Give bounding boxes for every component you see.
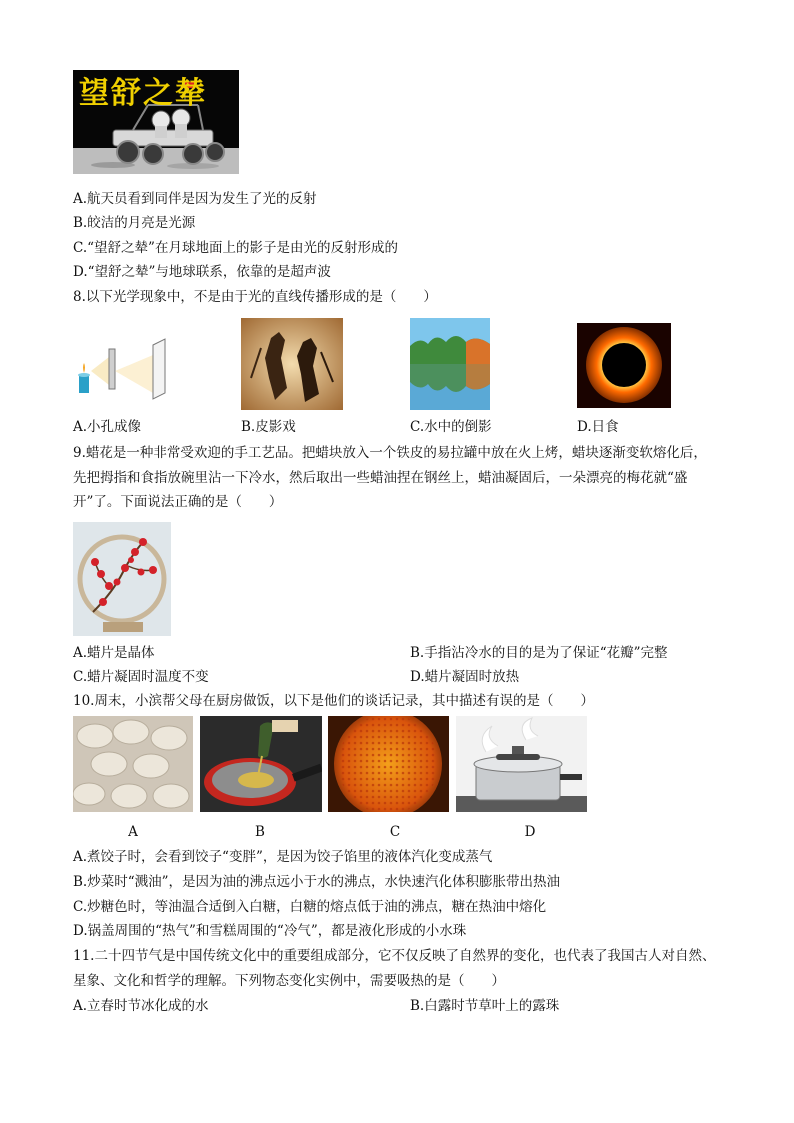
q11-stem-line-2: 星象、文化和哲学的理解。下列物态变化实例中，需要吸热的是（ ） [73, 973, 505, 989]
q10-image-label-b: B [255, 824, 265, 840]
q11-option-a: A.立春时节冰化成的水 [73, 998, 209, 1014]
q9-option-d: D.蜡片凝固时放热 [410, 669, 520, 685]
q10-option-c: C.炒糖色时，等油温合适倒入白糖，白糖的熔点低于油的沸点，糖在热油中熔化 [73, 899, 547, 915]
caramel-image [328, 716, 449, 812]
q10-image-label-a: A [128, 824, 138, 840]
q11-stem-line-1: 11.二十四节气是中国传统文化中的重要组成部分，它不仅反映了自然界的变化，也代表了我国古人对自然、 [73, 948, 716, 964]
q9-option-a: A.蜡片是晶体 [73, 645, 155, 661]
q7-option-b: B.皎洁的月亮是光源 [73, 215, 196, 231]
solar-eclipse-image [577, 323, 671, 408]
pinhole-camera-image [73, 335, 173, 401]
q8-caption-a: A.小孔成像 [73, 419, 142, 435]
q9-option-b: B.手指沾冷水的目的是为了保证“花瓣”完整 [410, 645, 668, 661]
dumplings-image [73, 716, 193, 812]
q8-caption-d: D.日食 [577, 419, 619, 435]
q7-option-c: C.“望舒之辇”在月球地面上的影子是由光的反射形成的 [73, 240, 398, 256]
rover-image-title: 望舒之辇 [79, 76, 207, 111]
shadow-puppet-image [241, 318, 343, 410]
q7-option-d: D.“望舒之辇”与地球联系，依靠的是超声波 [73, 264, 331, 280]
q11-option-b: B.白露时节草叶上的露珠 [410, 998, 560, 1014]
q10-option-a: A.煮饺子时，会看到饺子“变胖”，是因为饺子馅里的液体汽化变成蒸气 [73, 849, 493, 865]
q10-image-label-d: D [524, 824, 536, 840]
q10-image-label-c: C [389, 824, 401, 840]
q9-option-c: C.蜡片凝固时温度不变 [73, 669, 209, 685]
q10-option-d: D.锅盖周围的“热气”和雪糕周围的“冷气”，都是液化形成的小水珠 [73, 923, 467, 939]
q8-caption-c: C.水中的倒影 [410, 419, 492, 435]
water-reflection-image [410, 318, 490, 410]
q7-option-a: A.航天员看到同伴是因为发生了光的反射 [73, 191, 317, 207]
frying-pan-image [200, 716, 322, 812]
wax-flower-image [73, 522, 171, 636]
q10-option-b: B.炒菜时“溅油”，是因为油的沸点远小于水的沸点，水快速汽化体积膨胀带出热油 [73, 874, 561, 890]
q9-stem-line-2: 先把拇指和食指放碗里沾一下冷水，然后取出一些蜡油捏在钢丝上，蜡油凝固后，一朵漂亮的梅花就“盛 [73, 470, 688, 486]
pressure-cooker-image [456, 716, 587, 812]
lunar-rover-image [73, 70, 239, 174]
q9-stem-line-3: 开”了。下面说法正确的是（ ） [73, 494, 283, 510]
q8-caption-b: B.皮影戏 [241, 419, 296, 435]
q8-stem: 8.以下光学现象中，不是由于光的直线传播形成的是（ ） [73, 289, 437, 305]
q9-stem-line-1: 9.蜡花是一种非常受欢迎的手工艺品。把蜡块放入一个铁皮的易拉罐中放在火上烤，蜡块逐渐变软熔化后， [73, 445, 707, 461]
q10-stem: 10.周末，小滨帮父母在厨房做饭，以下是他们的谈话记录，其中描述有误的是（ ） [73, 693, 594, 709]
